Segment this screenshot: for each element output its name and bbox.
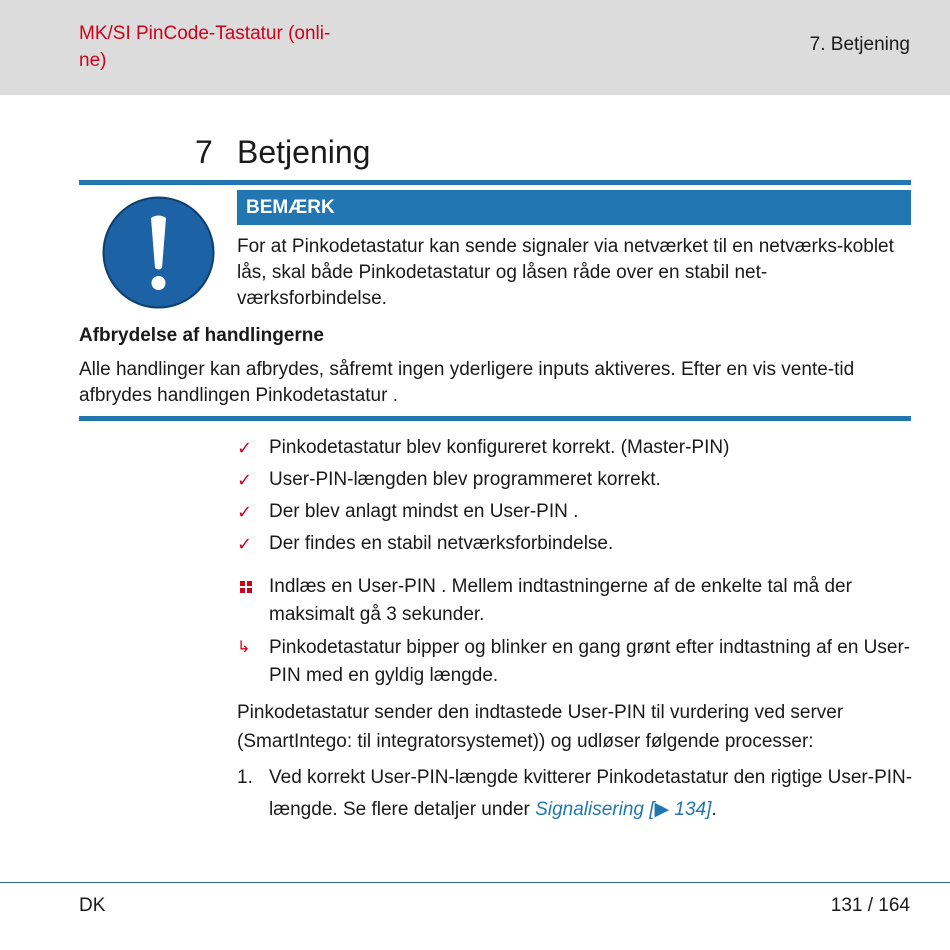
- checkmark-icon: ✓: [237, 502, 253, 522]
- prerequisite-text: Der findes en stabil netværksforbindelse.: [269, 533, 614, 554]
- checkmark-icon: ✓: [237, 438, 253, 458]
- signalisering-link[interactable]: [535, 799, 711, 820]
- numbered-tail: .: [711, 799, 717, 820]
- link-text: Signalisering [: [535, 799, 655, 820]
- chapter-title: Betjening: [237, 134, 371, 170]
- exclamation-circle-icon: [102, 196, 215, 309]
- step-squares-icon: [240, 581, 252, 593]
- step-text: Indlæs en User-PIN . Mellem indtastningerne af de enkelte tal må der maksimalt gå 3 sekunder.: [269, 576, 852, 625]
- numbered-list: [237, 762, 917, 826]
- list-item: [237, 498, 917, 526]
- notice-bottom-rule: [79, 416, 911, 421]
- notice-top-rule: [79, 180, 911, 185]
- prerequisite-text: Der blev anlagt mindst en User-PIN .: [269, 501, 579, 522]
- footer-language: DK: [79, 895, 106, 916]
- section-paragraph: Alle handlinger kan afbrydes, såfremt ingen yderligere inputs aktiveres. Efter en vis vente-tid afbrydes handlingen Pinkodetastatur .: [79, 359, 855, 406]
- prerequisite-text: Pinkodetastatur blev konfigureret korrekt. (Master-PIN): [269, 437, 730, 458]
- result-arrow-icon: ↳: [237, 639, 251, 656]
- result-text: Pinkodetastatur bipper og blinker en gang grønt efter indtastning af en User-PIN med en gyldig længde.: [269, 637, 911, 686]
- link-page: 134]: [669, 799, 712, 820]
- triangle-right-icon: ▶: [654, 799, 670, 820]
- result-item: [237, 634, 917, 690]
- document-title-line-1: MK/SI PinCode-Tastatur (onli-: [79, 23, 331, 44]
- list-item: [237, 573, 917, 629]
- list-item: [237, 530, 917, 558]
- document-title-line-2: ne): [79, 50, 107, 71]
- prerequisite-list: [237, 434, 917, 558]
- checkmark-icon: ✓: [237, 470, 253, 490]
- numbered-text: Ved korrekt User-PIN-længde kvitterer Pinkodetastatur den rigtige User-PIN-længde. Se flere detaljer under: [269, 767, 913, 820]
- item-number: 1.: [237, 767, 253, 788]
- list-item: [237, 466, 917, 494]
- notice-text: For at Pinkodetastatur kan sende signaler via netværket til en netværks-koblet lås, skal både Pinkodetastatur og låsen råde over en stabil net-værksforbindelse.: [237, 236, 894, 309]
- document-title: [79, 20, 399, 74]
- notice-label-bar: BEMÆRK: [237, 190, 911, 225]
- list-item: [237, 634, 917, 690]
- list-item: [237, 434, 917, 462]
- chapter-reference: 7. Betjening: [809, 34, 910, 55]
- chapter-heading: [195, 130, 370, 174]
- body-paragraph: Pinkodetastatur sender den indtastede User-PIN til vurdering ved server (SmartIntego: til integratorsystemet)) og udløser følgende processer:: [237, 702, 844, 752]
- section-heading: Afbrydelse af handlingerne: [79, 325, 324, 346]
- footer-page-number: 131 / 164: [830, 895, 910, 916]
- list-item: [237, 762, 917, 826]
- footer-rule: [0, 882, 950, 883]
- step-item: [237, 573, 917, 629]
- checkmark-icon: ✓: [237, 534, 253, 554]
- prerequisite-text: User-PIN-længden blev programmeret korrekt.: [269, 469, 661, 490]
- chapter-number: 7: [195, 134, 213, 170]
